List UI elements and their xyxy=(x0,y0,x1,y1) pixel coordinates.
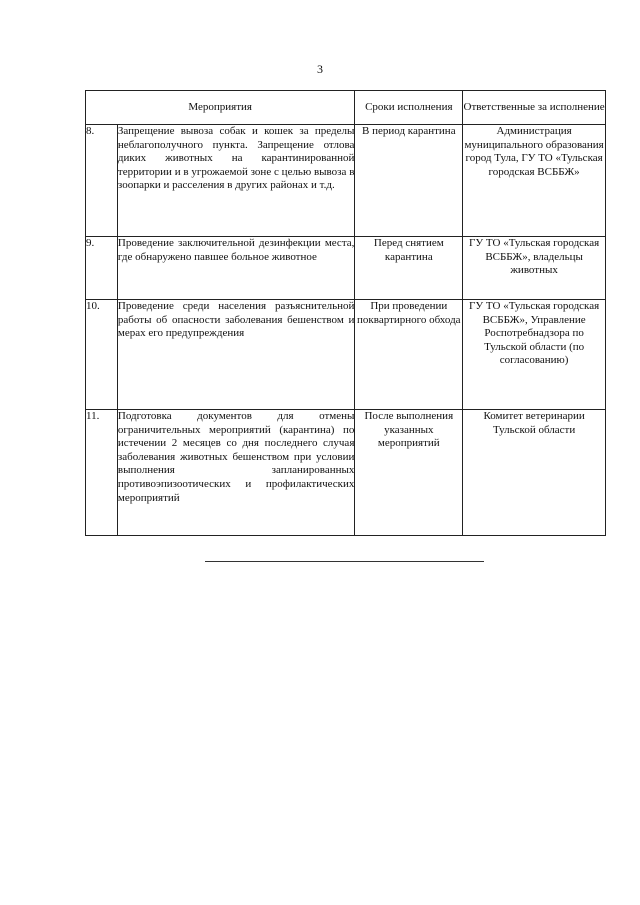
row-responsible: Администрация муниципального образования город Тула, ГУ ТО «Тульская городская ВСББЖ» xyxy=(463,125,606,237)
row-activity: Запрещение вывоза собак и кошек за пределы неблагополучного пункта. Запрещение отлова диких животных на карантинированной территории и в угрожаемой зоне с целью вывоза в зоопарки и расселения в других районах и т.д. xyxy=(117,125,354,237)
header-deadline: Сроки исполнения xyxy=(355,91,463,125)
table-row xyxy=(86,125,606,237)
row-number: 11. xyxy=(86,410,118,536)
header-responsible: Ответственные за исполнение xyxy=(463,91,606,125)
row-activity: Проведение среди населения разъяснительной работы об опасности заболевания бешенством и мерах его предупреждения xyxy=(117,300,354,410)
row-deadline: При проведении поквартирного обхода xyxy=(355,300,463,410)
row-activity: Проведение заключительной дезинфекции места, где обнаружено павшее больное животное xyxy=(117,237,354,300)
header-activities: Мероприятия xyxy=(86,91,355,125)
separator-line xyxy=(205,561,484,562)
row-number: 10. xyxy=(86,300,118,410)
table-row xyxy=(86,300,606,410)
row-number: 9. xyxy=(86,237,118,300)
table-header-row xyxy=(86,91,606,125)
row-deadline: В период карантина xyxy=(355,125,463,237)
table-row xyxy=(86,237,606,300)
row-deadline: После выполнения указанных мероприятий xyxy=(355,410,463,536)
row-deadline: Перед снятием карантина xyxy=(355,237,463,300)
measures-table xyxy=(85,90,606,536)
row-responsible: Комитет ветеринарии Тульской области xyxy=(463,410,606,536)
row-responsible: ГУ ТО «Тульская городская ВСББЖ», владельцы животных xyxy=(463,237,606,300)
row-responsible: ГУ ТО «Тульская городская ВСББЖ», Управление Роспотребнадзора по Тульской области (по согласованию) xyxy=(463,300,606,410)
page-number: 3 xyxy=(317,62,323,76)
row-number: 8. xyxy=(86,125,118,237)
table-row xyxy=(86,410,606,536)
row-activity: Подготовка документов для отмены ограничительных мероприятий (карантина) по истечении 2 месяцев со дня последнего случая заболевания животных бешенством при условии выполнения запланированных противоэпизоотических и профилактических мероприятий xyxy=(117,410,354,536)
